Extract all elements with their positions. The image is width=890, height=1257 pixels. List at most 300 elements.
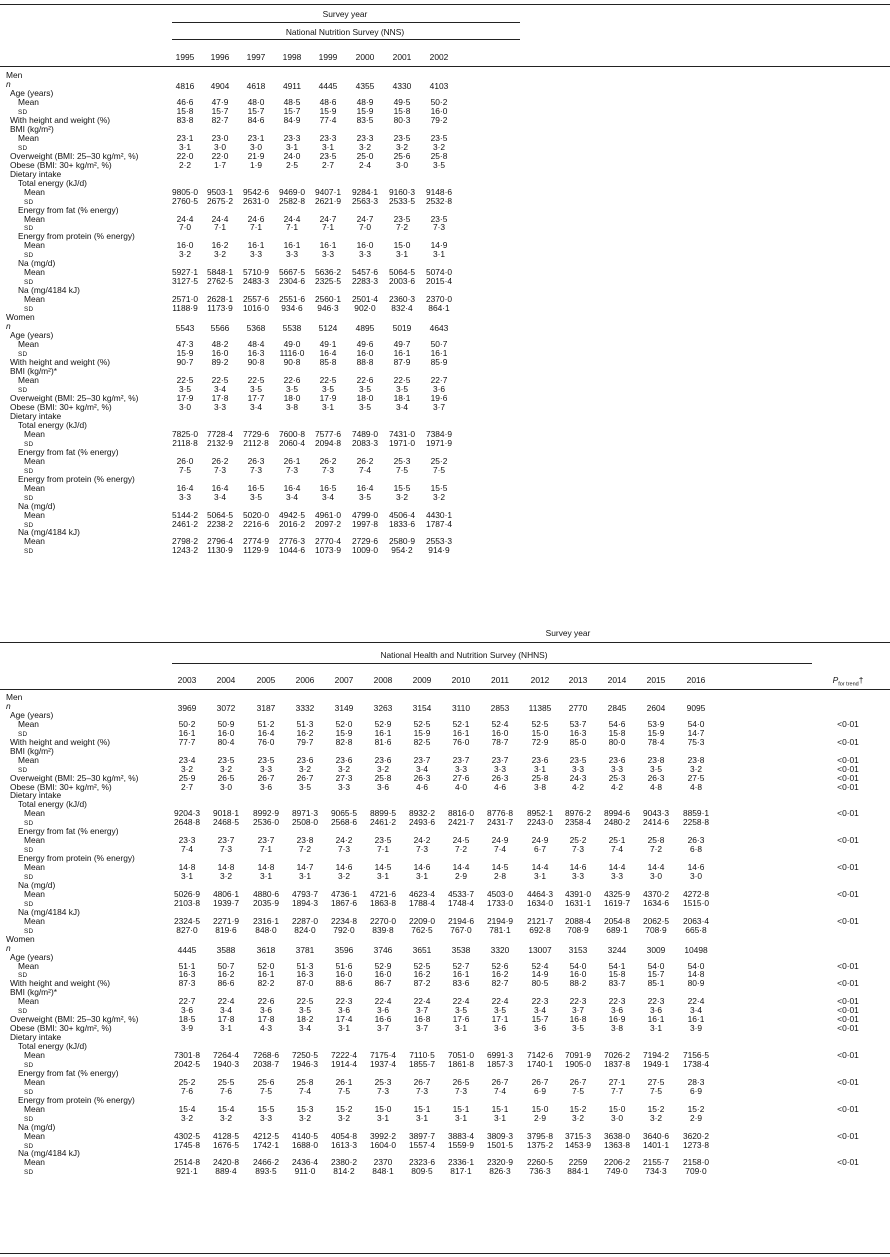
p-trend-header — [832, 675, 864, 688]
bottom-cell: 51·2 — [257, 718, 275, 729]
bottom-cell: 2054·8 — [603, 915, 631, 926]
bottom-cell: 23·6 — [335, 754, 353, 765]
bottom-cell: 3·7 — [376, 1023, 390, 1034]
top-cell: 7·0 — [358, 222, 372, 233]
bottom-cell: 24·2 — [335, 835, 353, 846]
bottom-cell: 7156·5 — [682, 1050, 710, 1060]
bottom-cell: 1937·4 — [369, 1058, 397, 1069]
bottom-cell: 1939·7 — [212, 897, 240, 908]
bottom-cell: 25·8 — [374, 772, 392, 783]
bottom-cell: 3·9 — [180, 1023, 194, 1034]
bottom-cell: 3·3 — [337, 781, 351, 792]
bottom-cell: 15·9 — [647, 727, 665, 738]
bottom-cell: 23·8 — [687, 754, 705, 765]
top-row-label: SD — [18, 108, 28, 116]
top-cell: 21·9 — [247, 150, 265, 161]
bottom-cell: 3·0 — [649, 871, 663, 881]
bottom-cell: 2336·1 — [447, 1157, 475, 1168]
top-row-label: SD — [18, 144, 28, 152]
bottom-cell: 3·1 — [533, 763, 547, 774]
bottom-cell: 1946·3 — [291, 1058, 319, 1069]
top-cell: 7·5 — [395, 464, 409, 475]
bottom-cell: 14·5 — [374, 862, 392, 873]
bottom-cell: 3·1 — [259, 871, 273, 881]
bottom-cell: 736·3 — [529, 1166, 551, 1177]
bottom-cell: 24·3 — [569, 772, 587, 783]
top-row-label: With height and weight (%) — [10, 114, 111, 125]
bottom-cell: 15·2 — [569, 1103, 587, 1114]
bottom-year-header: 2004 — [216, 675, 236, 685]
bottom-cell: 814·2 — [333, 1166, 355, 1177]
bottom-cell: 2121·7 — [526, 915, 554, 926]
top-cell: 16·0 — [211, 348, 229, 359]
bottom-cell: 3·0 — [219, 781, 233, 792]
top-cell: 3·1 — [395, 249, 409, 260]
bottom-cell: 1733·0 — [486, 897, 514, 908]
top-cell: 5064·5 — [388, 267, 416, 278]
top-row-label: SD — [24, 306, 34, 314]
bottom-row-label: Mean — [24, 862, 45, 873]
bottom-cell: 1676·5 — [212, 1139, 240, 1150]
bottom-cell: 2414·6 — [642, 817, 670, 828]
bottom-cell: 3·3 — [571, 871, 585, 881]
bottom-cell: 51·6 — [335, 960, 353, 971]
p-trend-cell: <0·01 — [837, 888, 859, 899]
top-cell: 4445 — [318, 80, 338, 91]
bottom-cell: 22·4 — [687, 996, 705, 1007]
bottom-cell: 1613·3 — [330, 1139, 358, 1150]
top-cell: 4430·1 — [425, 509, 453, 520]
bottom-row-label: Mean — [24, 808, 45, 819]
bottom-cell: 80·0 — [608, 736, 626, 747]
top-cell: 26·3 — [247, 455, 265, 466]
bottom-cell: 52·6 — [491, 960, 509, 971]
bottom-row-label: Na (mg/4184 kJ) — [18, 906, 80, 917]
bottom-cell: 3·1 — [219, 1023, 233, 1034]
top-year-header: 1997 — [246, 52, 266, 62]
bottom-cell: 2287·0 — [291, 915, 319, 926]
top-cell: 3·1 — [321, 401, 335, 412]
bottom-row-label: Mean — [24, 1103, 45, 1114]
bottom-cell: 2436·4 — [291, 1157, 319, 1168]
bottom-cell: 25·8 — [531, 772, 549, 783]
bottom-cell: 4806·1 — [212, 888, 240, 899]
bottom-row-label: Mean — [24, 1157, 45, 1168]
top-cell: 5144·2 — [171, 509, 199, 520]
bottom-cell: 792·0 — [333, 924, 355, 935]
bottom-cell: 1619·7 — [603, 897, 631, 908]
bottom-cell: 50·7 — [217, 960, 235, 971]
bottom-cell: 3·1 — [454, 1112, 468, 1123]
bottom-cell: 708·9 — [567, 924, 589, 935]
bottom-year-header: 2015 — [646, 675, 666, 685]
bottom-cell: 2480·2 — [603, 817, 631, 828]
top-cell: 2·5 — [285, 159, 299, 170]
top-row-label: Mean — [24, 294, 45, 305]
top-cell: 83·5 — [356, 114, 374, 125]
top-cell: 1129·9 — [243, 545, 269, 556]
top-cell: 4799·0 — [351, 509, 379, 520]
bottom-cell: 22·4 — [217, 996, 235, 1007]
top-cell: 4911 — [282, 80, 302, 91]
top-cell: 17·7 — [247, 392, 265, 403]
bottom-cell: 17·8 — [217, 1014, 235, 1025]
bottom-cell: 3·7 — [415, 1023, 429, 1034]
bottom-cell: 3·4 — [298, 1023, 312, 1034]
top-cell: 864·1 — [428, 303, 450, 314]
bottom-cell: 23·4 — [178, 754, 196, 765]
bottom-cell: 4272·8 — [682, 888, 710, 899]
bottom-cell: 2·9 — [689, 1112, 703, 1123]
bottom-cell: 23·5 — [217, 754, 235, 765]
bottom-cell: 25·6 — [257, 1076, 275, 1087]
top-cell: 83·8 — [176, 114, 194, 125]
bottom-cell: 3·6 — [493, 1023, 507, 1034]
top-cell: 5667·5 — [278, 267, 306, 278]
top-rule — [0, 4, 890, 5]
bottom-cell: 7·3 — [337, 844, 351, 855]
top-cell: 4103 — [429, 80, 449, 91]
bottom-cell: 2370 — [373, 1157, 393, 1168]
bottom-cell: 81·6 — [374, 736, 392, 747]
top-cell: 934·6 — [281, 303, 303, 314]
bottom-cell: 2270·0 — [369, 915, 397, 926]
top-cell: 3·3 — [249, 249, 263, 260]
top-cell: 3·3 — [358, 249, 372, 260]
top-row-label: Men — [6, 70, 23, 80]
top-cell: 3·1 — [178, 141, 192, 152]
bottom-cell: 3640·6 — [642, 1130, 670, 1141]
bottom-cell: 7194·2 — [642, 1050, 670, 1060]
top-cell: 87·9 — [393, 357, 411, 368]
top-cell: 15·7 — [247, 105, 265, 116]
bottom-row-label: SD — [24, 820, 34, 828]
bottom-cell: 3·2 — [337, 1112, 351, 1123]
bottom-cell: 22·5 — [296, 996, 314, 1007]
top-cell: 946·3 — [317, 303, 339, 314]
bottom-cell: 15·2 — [687, 1103, 705, 1114]
top-cell: 24·4 — [211, 213, 229, 224]
top-cell: 7384·9 — [425, 428, 453, 439]
top-row-label: BMI (kg/m²)* — [10, 366, 57, 376]
top-cell: 3·5 — [285, 383, 299, 394]
top-row-label: Na (mg/4184 kJ) — [18, 527, 80, 538]
bottom-row-label: SD — [24, 847, 34, 855]
top-cell: 79·2 — [430, 114, 448, 125]
bottom-cell: 3·2 — [337, 763, 351, 774]
bottom-cell: 2271·9 — [212, 915, 240, 926]
bottom-cell: 4·8 — [649, 781, 663, 792]
top-cell: 3·3 — [178, 491, 192, 502]
bottom-cell: 7110·5 — [409, 1050, 435, 1060]
bottom-cell: 7250·5 — [291, 1050, 319, 1060]
bottom-cell: 7·5 — [571, 1085, 585, 1096]
bottom-cell: 1861·8 — [447, 1058, 475, 1069]
bottom-cell: 2380·2 — [330, 1157, 358, 1168]
top-cell: 7577·6 — [314, 428, 342, 439]
top-row-label: Dietary intake — [10, 168, 62, 179]
top-cell: 4942·5 — [278, 509, 306, 520]
bottom-cell: 3795·8 — [526, 1130, 554, 1141]
bottom-cell: 6·7 — [533, 844, 547, 855]
header-rule — [0, 66, 890, 67]
spanner-rule — [172, 22, 520, 23]
top-cell: 23·5 — [430, 213, 448, 224]
top-cell: 902·0 — [354, 303, 376, 314]
bottom-cell: 3588 — [216, 944, 236, 955]
bottom-cell: 3·1 — [533, 871, 547, 881]
top-cell: 7489·0 — [351, 428, 379, 439]
bottom-cell: 4·0 — [454, 781, 468, 792]
top-cell: 3·5 — [358, 491, 372, 502]
bottom-cell: 3·6 — [610, 1005, 624, 1016]
bottom-cell: 3·6 — [533, 1023, 547, 1034]
top-cell: 23·5 — [393, 213, 411, 224]
bottom-cell: 3620·2 — [682, 1130, 710, 1141]
top-cell: 46·6 — [176, 96, 194, 107]
top-cell: 2796·4 — [206, 536, 234, 547]
top-cell: 90·8 — [247, 357, 265, 368]
bottom-year-header: 2010 — [451, 675, 471, 685]
bottom-cell: 53·7 — [569, 718, 587, 729]
top-row-label: Energy from fat (% energy) — [18, 204, 119, 215]
bottom-cell: 3149 — [334, 702, 354, 713]
bottom-cell: 15·0 — [531, 1103, 549, 1114]
bottom-cell: 2063·4 — [682, 915, 710, 926]
bottom-cell: 82·2 — [257, 978, 275, 989]
top-cell: 1·9 — [249, 159, 263, 170]
top-cell: 7·4 — [358, 464, 372, 475]
bottom-row-label: Na (mg/d) — [18, 879, 56, 890]
bottom-cell: 22·4 — [413, 996, 431, 1007]
bottom-cell: 3596 — [334, 944, 354, 955]
bottom-cell: 3·1 — [180, 871, 194, 881]
bottom-cell: 3651 — [412, 944, 432, 955]
bottom-cell: 16·0 — [569, 969, 587, 980]
top-cell: 49·0 — [283, 339, 301, 350]
top-cell: 2015·4 — [425, 276, 453, 287]
top-cell: 1243·2 — [171, 545, 199, 556]
bottom-year-header: 2013 — [568, 675, 588, 685]
bottom-row-label: BMI (kg/m²)* — [10, 987, 57, 998]
top-row-label: Mean — [24, 482, 45, 493]
p-trend-cell: <0·01 — [837, 1023, 859, 1034]
top-cell: 16·0 — [176, 240, 194, 251]
bottom-cell: 3332 — [295, 702, 315, 713]
top-cell: 2483·3 — [242, 276, 270, 287]
top-cell: 3·1 — [432, 249, 446, 260]
top-cell: 3·5 — [321, 383, 335, 394]
bottom-cell: 4793·7 — [291, 888, 319, 899]
bottom-survey-rule — [172, 663, 812, 664]
top-cell: 2112·8 — [243, 437, 269, 448]
bottom-cell: 7·4 — [610, 844, 624, 855]
bottom-cell: 14·4 — [452, 862, 470, 873]
bottom-cell: 3·2 — [337, 871, 351, 881]
top-cell: 3·2 — [395, 491, 409, 502]
top-cell: 49·1 — [319, 339, 337, 350]
bottom-cell: 7·6 — [180, 1085, 194, 1096]
bottom-cell: 14·8 — [217, 862, 235, 873]
bottom-cell: 16·0 — [491, 727, 509, 738]
bottom-cell: 2206·2 — [603, 1157, 631, 1168]
top-cell: 5457·6 — [351, 267, 379, 278]
top-cell: 14·9 — [430, 240, 448, 251]
bottom-cell: 708·9 — [645, 924, 667, 935]
bottom-cell: 16·3 — [178, 969, 196, 980]
bottom-cell: 1401·1 — [642, 1139, 670, 1150]
bottom-cell: 1914·4 — [330, 1058, 358, 1069]
p-trend-cell: <0·01 — [837, 1157, 859, 1168]
top-row-label: Mean — [18, 132, 39, 143]
top-cell: 19·6 — [430, 392, 448, 403]
top-cell: 22·6 — [356, 374, 374, 385]
top-row-label: Mean — [24, 186, 45, 197]
bottom-cell: 15·8 — [608, 969, 626, 980]
bottom-cell: 23·7 — [452, 754, 470, 765]
top-cell: 2631·0 — [242, 195, 270, 206]
bottom-row-label: Mean — [24, 888, 45, 899]
bottom-cell: 4212·5 — [252, 1130, 280, 1141]
top-cell: 3·3 — [321, 249, 335, 260]
bottom-row-label: Mean — [18, 996, 39, 1007]
bottom-cell: 7·4 — [298, 1085, 312, 1096]
bottom-cell: 3·5 — [571, 1023, 585, 1034]
bottom-row-label: Age (years) — [10, 709, 54, 720]
bottom-cell: 80·9 — [687, 978, 705, 989]
bottom-cell: 23·6 — [374, 754, 392, 765]
bottom-row-label: Mean — [18, 754, 39, 765]
top-cell: 1·7 — [213, 159, 227, 170]
bottom-row-label: SD — [18, 730, 28, 738]
bottom-cell: 7·3 — [415, 844, 429, 855]
bottom-cell: 51·1 — [178, 960, 196, 971]
top-cell: 16·0 — [356, 240, 374, 251]
bottom-cell: 2194·6 — [447, 915, 475, 926]
bottom-cell: 2155·7 — [642, 1157, 670, 1168]
top-cell: 5636·2 — [314, 267, 342, 278]
bottom-cell: 1688·0 — [291, 1139, 319, 1150]
top-cell: 85·8 — [319, 357, 337, 368]
bottom-cell: 52·4 — [491, 718, 509, 729]
bottom-cell: 3883·4 — [447, 1130, 475, 1141]
bottom-cell: 26·5 — [452, 1076, 470, 1087]
bottom-cell: 4736·1 — [330, 888, 358, 899]
top-cell: 4816 — [175, 80, 195, 91]
bottom-cell: 7·3 — [571, 844, 585, 855]
bottom-cell: 76·0 — [257, 736, 275, 747]
bottom-cell: 26·7 — [257, 772, 275, 783]
top-row-label: Energy from fat (% energy) — [18, 446, 119, 457]
top-cell: 3·6 — [432, 383, 446, 394]
p-trend-cell: <0·01 — [837, 1005, 859, 1016]
top-cell: 26·2 — [319, 455, 337, 466]
top-row-label: SD — [24, 252, 34, 260]
top-cell: 4904 — [210, 80, 230, 91]
bottom-cell: 88·2 — [569, 978, 587, 989]
bottom-cell: 2103·8 — [173, 897, 201, 908]
top-cell: 50·7 — [430, 339, 448, 350]
bottom-cell: 7·3 — [454, 1085, 468, 1096]
top-cell: 2370·0 — [425, 294, 453, 305]
top-cell: 48·2 — [211, 339, 229, 350]
top-cell: 23·1 — [247, 132, 265, 143]
bottom-cell: 16·4 — [257, 727, 275, 738]
top-cell: 9407·1 — [314, 186, 342, 197]
bottom-row-label: Obese (BMI: 30+ kg/m², %) — [10, 781, 112, 792]
bottom-row-label: SD — [18, 766, 28, 774]
bottom-cell: 4325·9 — [603, 888, 631, 899]
bottom-cell: 15·4 — [178, 1103, 196, 1114]
bottom-cell: 3·8 — [610, 1023, 624, 1034]
top-year-header: 1995 — [175, 52, 195, 62]
bottom-cell: 2·8 — [493, 871, 507, 881]
bottom-cell: 8932·2 — [408, 808, 436, 819]
bottom-cell: 15·0 — [531, 727, 549, 738]
bottom-cell: 14·9 — [531, 969, 549, 980]
bottom-cell: 6·8 — [689, 844, 703, 855]
bottom-cell: 1748·4 — [447, 897, 475, 908]
top-cell: 7·1 — [249, 222, 263, 233]
bottom-cell: 7·7 — [610, 1085, 624, 1096]
bottom-cell: 4623·4 — [408, 888, 436, 899]
top-cell: 9469·0 — [278, 186, 306, 197]
bottom-year-header: 2014 — [607, 675, 627, 685]
top-cell: 4355 — [355, 80, 375, 91]
top-cell: 22·6 — [283, 374, 301, 385]
bottom-year-header: 2009 — [412, 675, 432, 685]
bottom-cell: 22·3 — [608, 996, 626, 1007]
top-row-label: SD — [24, 521, 34, 529]
top-row-label: SD — [24, 494, 34, 502]
top-cell: 16·4 — [356, 482, 374, 493]
bottom-cell: 3·4 — [533, 1005, 547, 1016]
bottom-cell: 27·1 — [608, 1076, 626, 1087]
bottom-cell: 762·5 — [411, 924, 433, 935]
bottom-cell: 80·5 — [531, 978, 549, 989]
bottom-row-label: Dietary intake — [10, 790, 62, 801]
top-cell: 23·5 — [430, 132, 448, 143]
bottom-cell: 22·3 — [569, 996, 587, 1007]
bottom-cell: 3·2 — [219, 1112, 233, 1123]
bottom-cell: 26·3 — [647, 772, 665, 783]
bottom-cell: 2088·4 — [564, 915, 592, 926]
bottom-cell: 911·0 — [294, 1166, 316, 1177]
bottom-cell: 15·3 — [296, 1103, 314, 1114]
bottom-cell: 3·3 — [259, 1112, 273, 1123]
top-cell: 16·1 — [283, 240, 301, 251]
top-cell: 7·3 — [249, 464, 263, 475]
bottom-cell: 3·3 — [259, 763, 273, 774]
top-cell: 2·7 — [321, 159, 335, 170]
bottom-cell: 11385 — [528, 702, 552, 713]
top-cell: 90·7 — [176, 357, 194, 368]
bottom-cell: 5026·9 — [173, 888, 201, 899]
bottom-cell: 18·5 — [178, 1014, 196, 1025]
top-cell: 22·0 — [211, 150, 229, 161]
top-cell: 9148·6 — [425, 186, 453, 197]
bottom-cell: 6·9 — [533, 1085, 547, 1096]
bottom-cell: 16·8 — [413, 1014, 431, 1025]
bottom-cell: 88·6 — [335, 978, 353, 989]
bottom-cell: 819·6 — [215, 924, 237, 935]
bottom-cell: 87·0 — [296, 978, 314, 989]
bottom-cell: 7·3 — [415, 1085, 429, 1096]
p-trend-cell: <0·01 — [837, 862, 859, 873]
top-cell: 5848·1 — [206, 267, 234, 278]
bottom-cell: 4880·6 — [252, 888, 280, 899]
bottom-cell: 4·6 — [415, 781, 429, 792]
